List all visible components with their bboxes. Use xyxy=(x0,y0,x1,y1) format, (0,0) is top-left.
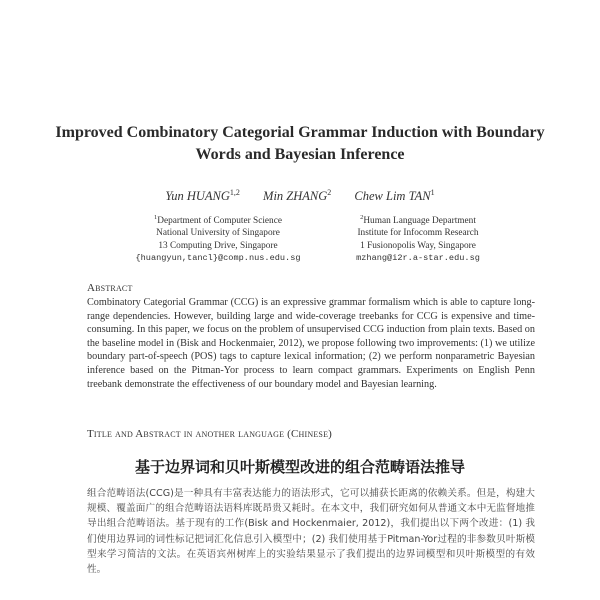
affiliation-line xyxy=(318,212,518,227)
author-1 xyxy=(165,189,239,203)
author-3 xyxy=(354,189,434,203)
author-name: Chew Lim TAN xyxy=(354,189,431,204)
chinese-abstract: 组合范畴语法(CCG)是一种具有丰富表达能力的语法形式，它可以捕获长距离的依赖关系。但是，构建大规模、覆盖面广的组合范畴语法语料库既昂贵又耗时。在本文中，我们研究如何从普通文本中无监督地推导出组合范畴语法。基于现有的工作(Bisk and Hockenmaier, 2012)，我们提出以下两个改进：(1) 我们使用边界词的词性标记把词汇化信息引入模型中；(2) 我们使用基于Pitman-Yor过程的非参数贝叶斯模型来学习简洁的文法。在英语宾州树库上的实验结果显示了我们提出的边界词模型和贝叶斯模型的有效性。 xyxy=(87,488,535,576)
affiliation-2 xyxy=(318,212,518,264)
author-affil-mark: 1 xyxy=(430,188,435,197)
affiliation-dept: Human Language Department xyxy=(363,216,476,227)
affiliation-email: {huangyun,tancl}@comp.nus.edu.sg xyxy=(135,252,301,263)
affiliation-dept: Department of Computer Science xyxy=(157,216,282,227)
paper-title: Improved Combinatory Categorial Grammar Induction with Boundary Words and Bayesian Inference xyxy=(55,124,545,163)
abstract-text: Combinatory Categorial Grammar (CCG) is an expressive grammar formalism which is able to capture long-range dependencies. However, building large and wide-coverage treebanks for CCG is expensive and time-consuming. In this paper, we focus on the problem of unsupervised CCG induction from plain texts. Based on the baseline model in (Bisk and Hockenmaier, 2012), we propose following two improvements: (1) we utilize boundary part-of-speech (POS) tags to capture lexical information; (2) we perform nonparametric Bayesian inference based on the Pitman-Yor process to learn compact grammars. Experiments on English Penn treebank demonstrate the effectiveness of our boundary model and Bayesian learning. xyxy=(87,297,535,390)
author-affil-mark: 1,2 xyxy=(229,188,240,197)
affiliation-email: mzhang@i2r.a-star.edu.sg xyxy=(356,252,480,263)
author-name: Min ZHANG xyxy=(263,189,328,204)
author-list xyxy=(0,188,600,204)
affiliation-mark: 2 xyxy=(360,214,364,221)
abstract-heading: Abstract xyxy=(87,282,133,294)
author-affil-mark: 2 xyxy=(327,188,332,197)
affiliation-1 xyxy=(118,212,318,264)
affiliation-line: 1 Fusionopolis Way, Singapore xyxy=(360,240,476,251)
affiliation-mark: 1 xyxy=(154,214,158,221)
author-2 xyxy=(263,189,331,203)
other-language-heading: Title and Abstract in another language (Chinese) xyxy=(87,428,333,440)
affiliation-line: National University of Singapore xyxy=(156,228,280,239)
affiliation-line: Institute for Infocomm Research xyxy=(357,228,479,239)
affiliation-line xyxy=(118,212,318,227)
author-name: Yun HUANG xyxy=(165,189,230,204)
affiliation-line: 13 Computing Drive, Singapore xyxy=(158,240,278,251)
chinese-title: 基于边界词和贝叶斯模型改进的组合范畴语法推导 xyxy=(134,458,465,476)
